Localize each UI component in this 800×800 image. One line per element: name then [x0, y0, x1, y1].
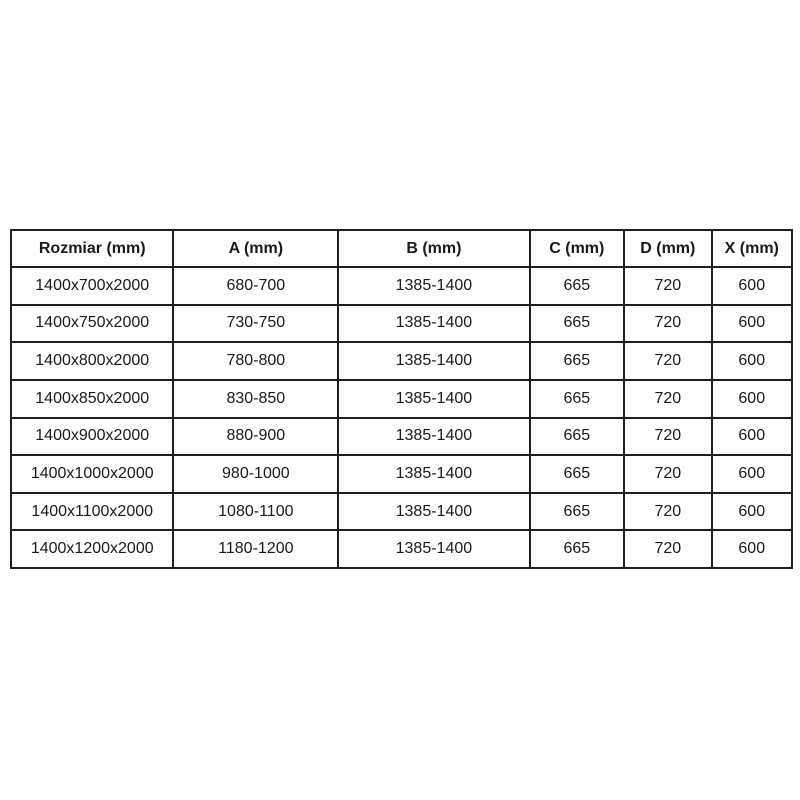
- table-cell: 880-900: [173, 418, 338, 456]
- table-cell: 720: [624, 493, 711, 531]
- table-cell: 730-750: [173, 305, 338, 343]
- table-cell: 600: [712, 342, 792, 380]
- table-cell: 665: [530, 493, 625, 531]
- table-row: [11, 493, 792, 531]
- table-cell: 1400x1100x2000: [11, 493, 173, 531]
- table-cell: 1180-1200: [173, 530, 338, 568]
- table-cell: 665: [530, 418, 625, 456]
- table-cell: 680-700: [173, 267, 338, 305]
- table-cell: 1385-1400: [338, 342, 529, 380]
- table-cell: 720: [624, 342, 711, 380]
- table-cell: 665: [530, 305, 625, 343]
- table-cell: 1400x800x2000: [11, 342, 173, 380]
- table-cell: 720: [624, 305, 711, 343]
- table-cell: 720: [624, 380, 711, 418]
- table-cell: 600: [712, 418, 792, 456]
- table-cell: 980-1000: [173, 455, 338, 493]
- table-row: [11, 305, 792, 343]
- table-cell: 665: [530, 267, 625, 305]
- column-header: A (mm): [173, 230, 338, 267]
- table-cell: 720: [624, 455, 711, 493]
- table-cell: 1385-1400: [338, 418, 529, 456]
- table-cell: 1385-1400: [338, 267, 529, 305]
- table-cell: 830-850: [173, 380, 338, 418]
- table-cell: 1385-1400: [338, 493, 529, 531]
- table-cell: 1400x850x2000: [11, 380, 173, 418]
- table-row: [11, 418, 792, 456]
- table-cell: 600: [712, 493, 792, 531]
- table-cell: 1080-1100: [173, 493, 338, 531]
- table-cell: 665: [530, 380, 625, 418]
- table-cell: 1385-1400: [338, 380, 529, 418]
- table-cell: 600: [712, 267, 792, 305]
- table-row: [11, 455, 792, 493]
- column-header: B (mm): [338, 230, 529, 267]
- table-cell: 1385-1400: [338, 455, 529, 493]
- table-cell: 780-800: [173, 342, 338, 380]
- table-cell: 600: [712, 455, 792, 493]
- dimensions-table: [10, 229, 793, 569]
- table-cell: 1400x1200x2000: [11, 530, 173, 568]
- table-cell: 600: [712, 530, 792, 568]
- table-row: [11, 267, 792, 305]
- table-cell: 1400x900x2000: [11, 418, 173, 456]
- table-cell: 665: [530, 455, 625, 493]
- table-cell: 665: [530, 342, 625, 380]
- table-cell: 600: [712, 380, 792, 418]
- table-cell: 720: [624, 530, 711, 568]
- table-cell: 1385-1400: [338, 530, 529, 568]
- column-header: X (mm): [712, 230, 792, 267]
- table-cell: 720: [624, 418, 711, 456]
- table-body: [11, 267, 792, 568]
- table-cell: 1400x700x2000: [11, 267, 173, 305]
- column-header: D (mm): [624, 230, 711, 267]
- column-header: Rozmiar (mm): [11, 230, 173, 267]
- table-cell: 665: [530, 530, 625, 568]
- table-cell: 1385-1400: [338, 305, 529, 343]
- table-header-row: [11, 230, 792, 267]
- table-cell: 600: [712, 305, 792, 343]
- table-cell: 1400x750x2000: [11, 305, 173, 343]
- table-cell: 1400x1000x2000: [11, 455, 173, 493]
- table-row: [11, 530, 792, 568]
- table-row: [11, 342, 792, 380]
- table-row: [11, 380, 792, 418]
- column-header: C (mm): [530, 230, 625, 267]
- table-cell: 720: [624, 267, 711, 305]
